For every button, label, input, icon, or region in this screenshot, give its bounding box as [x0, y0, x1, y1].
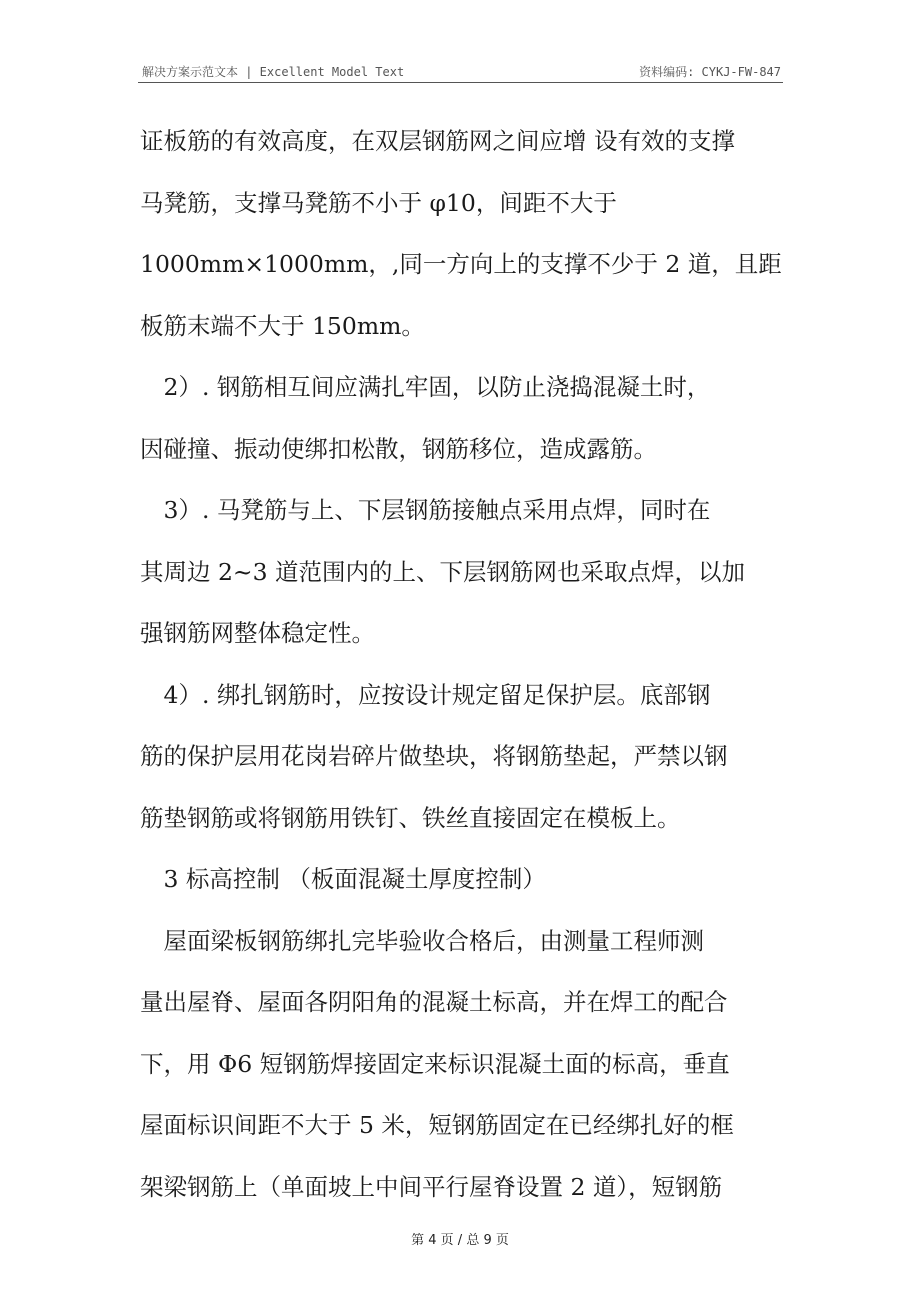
text-line: 证板筋的有效高度，在双层钢筋网之间应增 设有效的支撑 [140, 127, 735, 155]
text-line: 量出屋脊、屋面各阴阳角的混凝土标高，并在焊工的配合 [140, 988, 728, 1016]
page-header [138, 58, 783, 83]
text-line: 下，用 Φ6 短钢筋焊接固定来标识混凝土面的标高，垂直 [140, 1049, 730, 1078]
text-line: 因碰撞、振动使绑扣松散，钢筋移位，造成露筋。 [140, 434, 657, 463]
page-number: 第 4 页 / 总 9 页 [411, 1233, 509, 1248]
text-line: 2）. 钢筋相互间应满扎牢固，以防止浇捣混凝土时， [140, 373, 711, 401]
text-line: 4）. 绑扎钢筋时，应按设计规定留足保护层。底部钢 [140, 680, 711, 709]
header-title: 解决方案示范文本 | Excellent Model Text [142, 65, 405, 79]
text-line: 1000mm×1000mm，,同一方向上的支撑不少于 2 道，且距 [140, 250, 782, 278]
page-footer [0, 1229, 920, 1248]
text-line: 其周边 2~3 道范围内的上、下层钢筋网也采取点焊，以加 [140, 557, 746, 586]
section-heading: 3 标高控制 （板面混凝土厚度控制） [140, 865, 546, 893]
text-line: 强钢筋网整体稳定性。 [140, 619, 375, 647]
text-line: 筋垫钢筋或将钢筋用铁钉、铁丝直接固定在模板上。 [140, 803, 681, 832]
text-line: 板筋末端不大于 150mm。 [140, 311, 425, 340]
text-line: 马凳筋，支撑马凳筋不小于 φ10，间距不大于 [140, 188, 617, 217]
document-body [140, 114, 780, 1221]
text-line: 筋的保护层用花岗岩碎片做垫块，将钢筋垫起，严禁以钢 [140, 742, 728, 770]
text-line: 3）. 马凳筋与上、下层钢筋接触点采用点焊，同时在 [140, 496, 711, 524]
text-line: 屋面标识间距不大于 5 米，短钢筋固定在已经绑扎好的框 [140, 1111, 734, 1139]
text-line: 架梁钢筋上（单面坡上中间平行屋脊设置 2 道），短钢筋 [140, 1172, 723, 1201]
document-code: 资料编码: CYKJ-FW-847 [639, 65, 781, 79]
text-line: 屋面梁板钢筋绑扎完毕验收合格后，由测量工程师测 [140, 926, 704, 955]
